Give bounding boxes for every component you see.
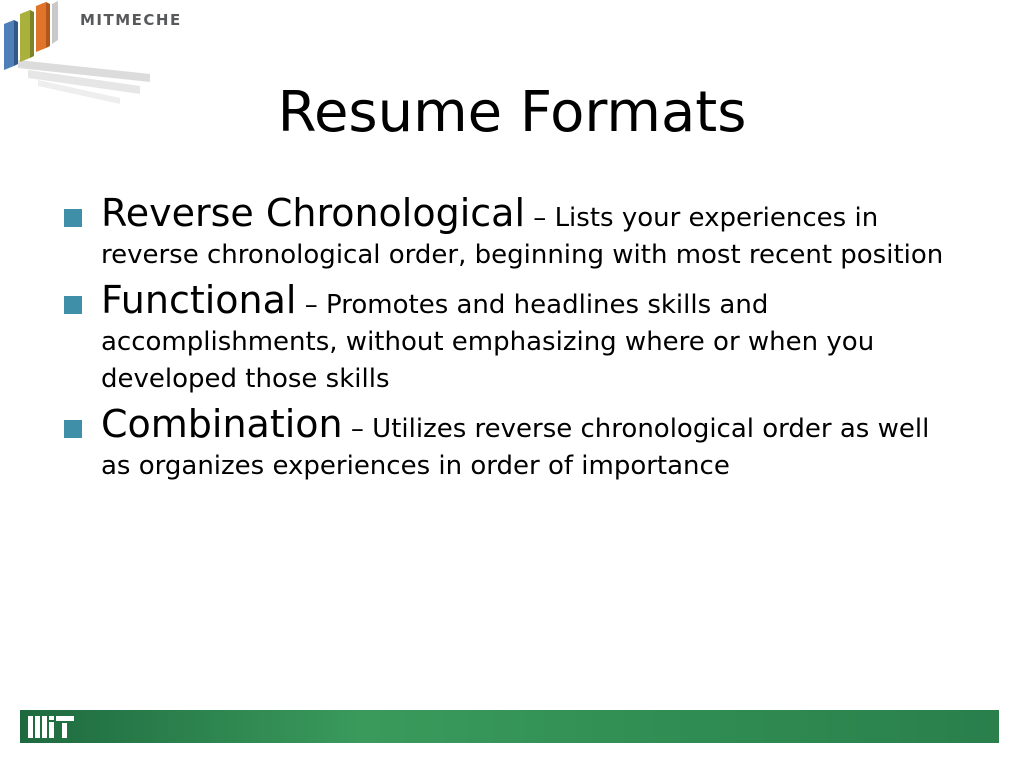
bullet-description: Utilizes reverse chronological order as well as organizes experiences in order of importance — [101, 414, 930, 481]
bullet-list — [64, 191, 964, 492]
mit-logo — [28, 716, 74, 738]
square-bullet-icon — [64, 296, 82, 314]
bullet-dash: – — [533, 203, 547, 233]
bullet-item — [64, 191, 964, 274]
bullet-description: Promotes and headlines skills and accomplishments, without emphasizing where or when you developed those skills — [101, 290, 875, 394]
bullet-term: Reverse Chronological — [101, 191, 526, 235]
bullet-term: Functional — [101, 278, 297, 322]
bullet-term: Combination — [101, 402, 343, 446]
bullet-description: Lists your experiences in reverse chronological order, beginning with most recent position — [101, 203, 944, 270]
bullet-item — [64, 402, 964, 485]
square-bullet-icon — [64, 420, 82, 438]
logo-text: MITMECHE — [80, 11, 182, 29]
footer-bar — [20, 710, 999, 743]
slide-title: Resume Formats — [277, 80, 747, 145]
bullet-dash: – — [350, 414, 364, 444]
square-bullet-icon — [64, 209, 82, 227]
bullet-dash: – — [304, 290, 318, 320]
bullet-item — [64, 278, 964, 398]
